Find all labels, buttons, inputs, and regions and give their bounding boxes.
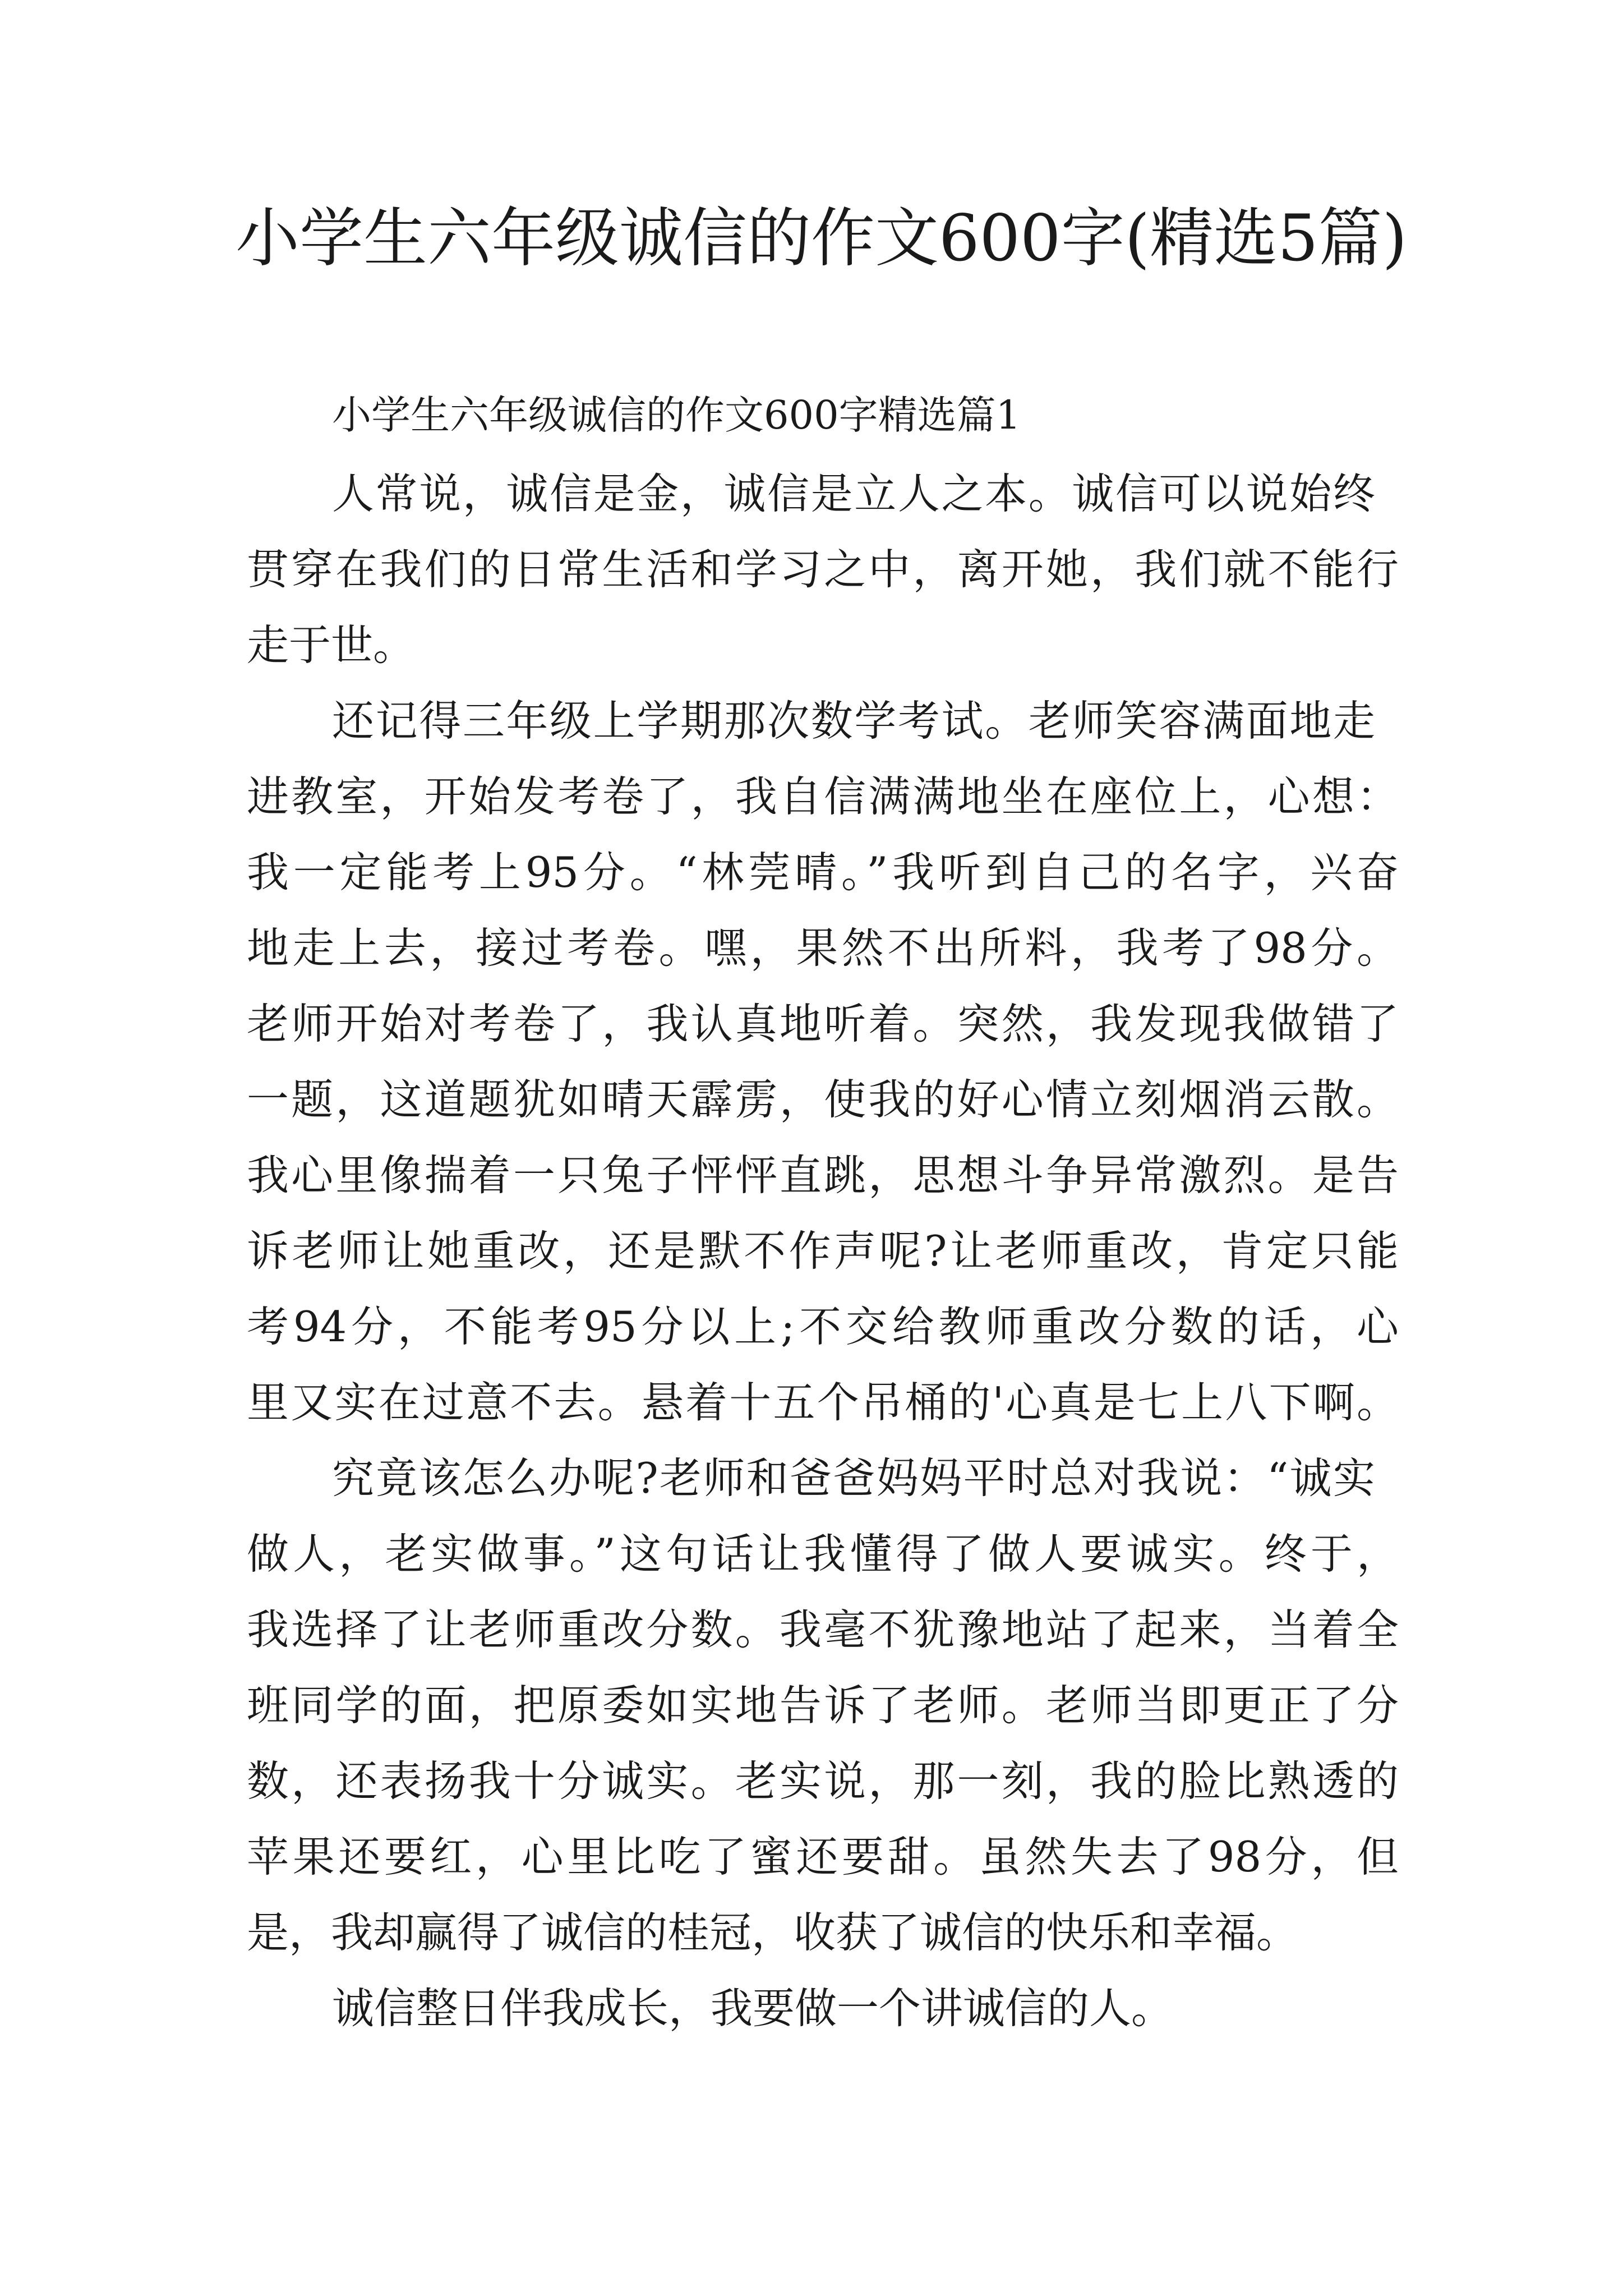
paragraph-line: 我心里像揣着一只兔子怦怦直跳，思想斗争异常激烈。是告 <box>247 1151 1399 1200</box>
paragraph-line: 做人，老实做事。”这句话让我懂得了做人要诚实。终于， <box>247 1529 1399 1579</box>
paragraph-line: 人常说，诚信是金，诚信是立人之本。诚信可以说始终 <box>332 469 1375 518</box>
paragraph-line: 诉老师让她重改，还是默不作声呢?让老师重改，肯定只能 <box>247 1226 1399 1276</box>
paragraph-line: 我一定能考上95分。“林莞晴。”我听到自己的名字，兴奋 <box>247 848 1399 897</box>
document-title: 小学生六年级诚信的作文600字(精选5篇) <box>236 201 1408 275</box>
paragraph-line: 还记得三年级上学期那次数学考试。老师笑容满面地走 <box>332 696 1375 746</box>
paragraph-line: 地走上去，接过考卷。嘿，果然不出所料，我考了98分。 <box>247 923 1399 973</box>
paragraph-line: 班同学的面，把原委如实地告诉了老师。老师当即更正了分 <box>247 1681 1399 1730</box>
paragraph-line: 我选择了让老师重改分数。我毫不犹豫地站了起来，当着全 <box>247 1605 1399 1654</box>
paragraph-line: 苹果还要红，心里比吃了蜜还要甜。虽然失去了98分，但 <box>247 1832 1399 1881</box>
paragraph-line: 老师开始对考卷了，我认真地听着。突然，我发现我做错了 <box>247 999 1399 1048</box>
paragraph-line: 进教室，开始发考卷了，我自信满满地坐在座位上，心想： <box>247 772 1399 821</box>
paragraph-line: 考94分，不能考95分以上;不交给教师重改分数的话，心 <box>247 1302 1399 1351</box>
paragraph-line: 里又实在过意不去。悬着十五个吊桶的'心真是七上八下啊。 <box>247 1378 1399 1427</box>
paragraph-line: 走于世。 <box>247 620 416 670</box>
paragraph-line: 一题，这道题犹如晴天霹雳，使我的好心情立刻烟消云散。 <box>247 1075 1399 1124</box>
paragraph-line: 诚信整日伴我成长，我要做一个讲诚信的人。 <box>332 1984 1174 2033</box>
paragraph-line: 贯穿在我们的日常生活和学习之中，离开她，我们就不能行 <box>247 545 1399 594</box>
paragraph-line: 究竟该怎么办呢?老师和爸爸妈妈平时总对我说：“诚实 <box>332 1453 1375 1503</box>
paragraph-line: 数，还表扬我十分诚实。老实说，那一刻，我的脸比熟透的 <box>247 1756 1399 1806</box>
section-heading: 小学生六年级诚信的作文600字精选篇1 <box>332 392 1021 438</box>
paragraph-line: 是，我却赢得了诚信的桂冠，收获了诚信的快乐和幸福。 <box>247 1908 1299 1957</box>
